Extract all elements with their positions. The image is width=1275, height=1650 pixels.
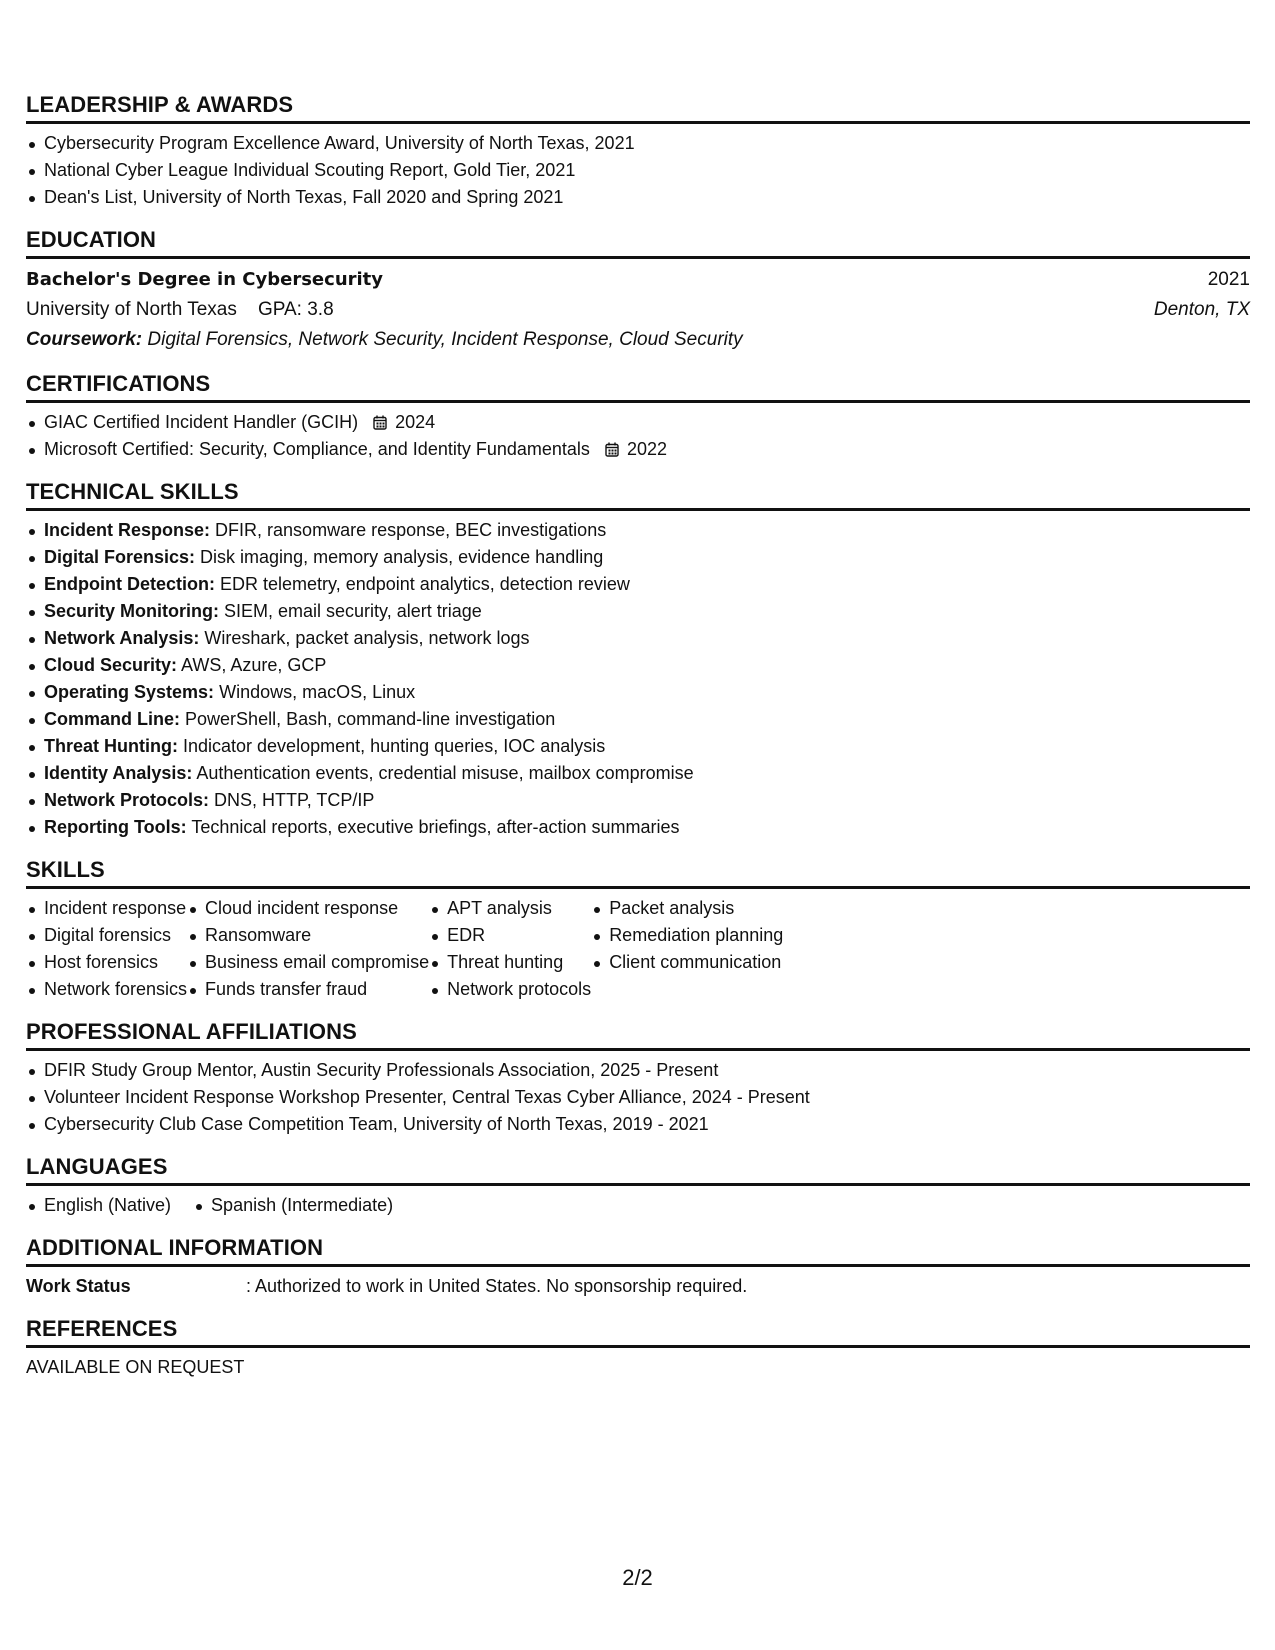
references-section — [26, 1316, 1250, 1381]
school-location: Denton, TX — [1153, 299, 1250, 320]
resume-page — [26, 92, 1250, 1397]
section-title: ADDITIONAL INFORMATION — [26, 1235, 1250, 1267]
affiliations-list — [26, 1057, 1250, 1138]
list-item — [26, 409, 1250, 436]
skill-category: Network Protocols: — [44, 790, 210, 810]
list-item: Dean's List, University of North Texas, Fall 2020 and Spring 2021 — [26, 184, 1250, 211]
skill-detail: DNS, HTTP, TCP/IP — [214, 790, 375, 810]
gpa: GPA: 3.8 — [257, 299, 334, 320]
work-status-value: : Authorized to work in United States. No sponsorship required. — [246, 1276, 748, 1296]
certifications-section — [26, 371, 1250, 463]
coursework-label: Coursework: — [26, 329, 143, 350]
list-item: Business email compromise — [187, 949, 429, 976]
additional-info-section — [26, 1235, 1250, 1300]
skill-category: Network Analysis: — [44, 628, 200, 648]
education-section — [26, 227, 1250, 355]
degree-name: Bachelor's Degree in Cybersecurity — [26, 269, 384, 290]
list-item: English (Native) — [26, 1192, 171, 1219]
skill-category: Reporting Tools: — [44, 817, 187, 837]
skill-detail: EDR telemetry, endpoint analytics, detection review — [220, 574, 630, 594]
list-item — [26, 760, 1250, 787]
certification-name: GIAC Certified Incident Handler (GCIH) — [44, 412, 359, 432]
section-title: SKILLS — [26, 857, 1250, 889]
calendar-icon — [605, 442, 619, 457]
list-item: Incident response — [26, 895, 187, 922]
section-title: LANGUAGES — [26, 1154, 1250, 1186]
list-item — [26, 517, 1250, 544]
leadership-section — [26, 92, 1250, 211]
skill-category: Digital Forensics: — [44, 547, 196, 567]
skill-category: Identity Analysis: — [44, 763, 193, 783]
skill-detail: Authentication events, credential misuse, mailbox compromise — [196, 763, 694, 783]
section-title: PROFESSIONAL AFFILIATIONS — [26, 1019, 1250, 1051]
degree-row — [26, 265, 1250, 295]
skills-column — [591, 895, 783, 1003]
list-item: Cloud incident response — [187, 895, 429, 922]
list-item: Volunteer Incident Response Workshop Presenter, Central Texas Cyber Alliance, 2024 - Present — [26, 1084, 1250, 1111]
list-item — [26, 787, 1250, 814]
skill-detail: DFIR, ransomware response, BEC investigations — [215, 520, 607, 540]
graduation-year: 2021 — [1207, 269, 1250, 290]
languages-list — [26, 1192, 1250, 1219]
list-item — [26, 679, 1250, 706]
skills-column — [429, 895, 591, 1003]
list-item — [26, 598, 1250, 625]
languages-section — [26, 1154, 1250, 1219]
skill-category: Security Monitoring: — [44, 601, 219, 621]
skill-detail: AWS, Azure, GCP — [181, 655, 327, 675]
list-item: Funds transfer fraud — [187, 976, 429, 1003]
page-number: 2/2 — [622, 1565, 653, 1590]
list-item: Digital forensics — [26, 922, 187, 949]
list-item: National Cyber League Individual Scouting Report, Gold Tier, 2021 — [26, 157, 1250, 184]
work-status-row — [26, 1273, 1250, 1300]
skill-detail: Disk imaging, memory analysis, evidence handling — [200, 547, 604, 567]
section-title: EDUCATION — [26, 227, 1250, 259]
coursework-list: Digital Forensics, Network Security, Incident Response, Cloud Security — [147, 329, 743, 350]
coursework-row — [26, 325, 1250, 355]
list-item: Cybersecurity Program Excellence Award, University of North Texas, 2021 — [26, 130, 1250, 157]
skill-detail: PowerShell, Bash, command-line investigation — [185, 709, 556, 729]
list-item: Client communication — [591, 949, 783, 976]
skill-category: Operating Systems: — [44, 682, 215, 702]
list-item: DFIR Study Group Mentor, Austin Security Professionals Association, 2025 - Present — [26, 1057, 1250, 1084]
skill-detail: Windows, macOS, Linux — [219, 682, 416, 702]
list-item: Network forensics — [26, 976, 187, 1003]
list-item: EDR — [429, 922, 591, 949]
calendar-icon — [373, 415, 387, 430]
skill-category: Endpoint Detection: — [44, 574, 215, 594]
skill-detail: SIEM, email security, alert triage — [224, 601, 482, 621]
certification-name: Microsoft Certified: Security, Compliance, and Identity Fundamentals — [44, 439, 590, 459]
list-item: Remediation planning — [591, 922, 783, 949]
list-item — [26, 571, 1250, 598]
skill-category: Command Line: — [44, 709, 181, 729]
skill-category: Cloud Security: — [44, 655, 178, 675]
section-title: REFERENCES — [26, 1316, 1250, 1348]
work-status-label: Work Status — [26, 1276, 131, 1296]
certification-year: 2024 — [395, 412, 436, 432]
skill-detail: Wireshark, packet analysis, network logs — [204, 628, 530, 648]
section-title: CERTIFICATIONS — [26, 371, 1250, 403]
section-title: TECHNICAL SKILLS — [26, 479, 1250, 511]
list-item — [26, 625, 1250, 652]
list-item — [26, 652, 1250, 679]
list-item — [26, 733, 1250, 760]
skills-column — [187, 895, 429, 1003]
certification-year: 2022 — [626, 439, 667, 459]
technical-skills-list — [26, 517, 1250, 841]
list-item — [26, 544, 1250, 571]
certifications-list — [26, 409, 1250, 463]
school-name: University of North Texas — [26, 299, 237, 320]
list-item: Ransomware — [187, 922, 429, 949]
list-item — [26, 814, 1250, 841]
affiliations-section — [26, 1019, 1250, 1138]
list-item — [26, 436, 1250, 463]
school-row — [26, 295, 1250, 325]
section-title: LEADERSHIP & AWARDS — [26, 92, 1250, 124]
list-item — [26, 706, 1250, 733]
references-text: AVAILABLE ON REQUEST — [26, 1357, 245, 1377]
list-item: APT analysis — [429, 895, 591, 922]
awards-list — [26, 130, 1250, 211]
list-item: Cybersecurity Club Case Competition Team, University of North Texas, 2019 - 2021 — [26, 1111, 1250, 1138]
list-item: Threat hunting — [429, 949, 591, 976]
skills-section — [26, 857, 1250, 1003]
list-item: Packet analysis — [591, 895, 783, 922]
skill-detail: Indicator development, hunting queries, IOC analysis — [183, 736, 606, 756]
list-item: Network protocols — [429, 976, 591, 1003]
skills-columns — [26, 895, 1250, 1003]
skill-category: Threat Hunting: — [44, 736, 178, 756]
skills-column — [26, 895, 187, 1003]
list-item: Spanish (Intermediate) — [193, 1192, 393, 1219]
list-item: Host forensics — [26, 949, 187, 976]
technical-skills-section — [26, 479, 1250, 841]
skill-category: Incident Response: — [44, 520, 211, 540]
skill-detail: Technical reports, executive briefings, after-action summaries — [191, 817, 680, 837]
